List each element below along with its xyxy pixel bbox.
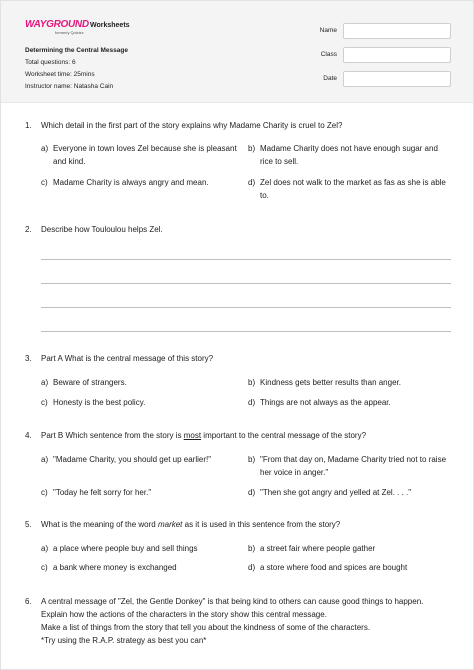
option-3c[interactable]: c) Honesty is the best policy. xyxy=(41,398,146,407)
question-number: 2. xyxy=(25,225,32,234)
option-1b[interactable]: b) Madame Charity does not have enough sugar and rice to sell. xyxy=(248,144,438,166)
question-text: Describe how Touloulou helps Zel. xyxy=(41,225,163,234)
total-questions: Total questions: 6 xyxy=(25,59,76,66)
class-label: Class xyxy=(320,51,337,58)
option-5d[interactable]: d) a store where food and spices are bought xyxy=(248,563,408,572)
option-4c[interactable]: c) "Today he felt sorry for her." xyxy=(41,488,152,497)
option-3d[interactable]: d) Things are not always as the appear. xyxy=(248,398,391,407)
date-label: Date xyxy=(323,75,337,82)
section-label: Worksheets xyxy=(90,22,130,29)
wayground-logo-icon: WAYGROUND xyxy=(25,19,89,30)
logo-subtitle: formerly Quizizz xyxy=(55,30,84,35)
option-4a[interactable]: a) "Madame Charity, you should get up earlier!" xyxy=(41,455,212,464)
answer-line[interactable] xyxy=(41,259,451,260)
worksheet-title: Determining the Central Message xyxy=(25,47,128,54)
question-number: 3. xyxy=(25,354,32,363)
question-number: 6. xyxy=(25,597,32,606)
answer-line[interactable] xyxy=(41,307,451,308)
question-text: A central message of "Zel, the Gentle Donkey" is that being kind to others can cause good things to happen. Explain how the actions of the characters in the story show this central message. Make a list of things from the story that tell you about the kindness of some of the characters. *Try using the R.A.P. strategy as best you can* xyxy=(41,597,424,645)
question-number: 5. xyxy=(25,520,32,529)
class-field[interactable] xyxy=(343,47,451,63)
option-1d[interactable]: d) Zel does not walk to the market as fas as she is able to. xyxy=(248,178,446,200)
option-5c[interactable]: c) a bank where money is exchanged xyxy=(41,563,177,572)
question-number: 4. xyxy=(25,431,32,440)
answer-line[interactable] xyxy=(41,331,451,332)
answer-line[interactable] xyxy=(41,283,451,284)
worksheet-time: Worksheet time: 25mins xyxy=(25,71,95,78)
name-field[interactable] xyxy=(343,23,451,39)
option-1c[interactable]: c) Madame Charity is always angry and mean. xyxy=(41,178,209,187)
option-1a[interactable]: a) Everyone in town loves Zel because she is pleasant and kind. xyxy=(41,144,237,166)
question-text: What is the meaning of the word market as it is used in this sentence from the story? xyxy=(41,520,341,529)
name-label: Name xyxy=(319,27,337,34)
emphasis-word: most xyxy=(183,431,202,440)
date-field[interactable] xyxy=(343,71,451,87)
option-4d[interactable]: d) "Then she got angry and yelled at Zel. . . ." xyxy=(248,488,412,497)
option-5a[interactable]: a) a place where people buy and sell things xyxy=(41,544,198,553)
worksheet-header xyxy=(1,1,473,103)
emphasis-word: market xyxy=(157,520,183,529)
question-text: Part B Which sentence from the story is most important to the central message of the story? xyxy=(41,431,367,440)
worksheet-meta xyxy=(25,45,128,93)
option-3a[interactable]: a) Beware of strangers. xyxy=(41,378,127,387)
instructor-name: Instructor name: Natasha Cain xyxy=(25,83,114,90)
option-4b[interactable]: b) "From that day on, Madame Charity tried not to raise her voice in anger." xyxy=(248,455,447,477)
question-text: Which detail in the first part of the story explains why Madame Charity is cruel to Zel? xyxy=(41,121,343,130)
question-number: 1. xyxy=(25,121,32,130)
question-text: Part A What is the central message of this story? xyxy=(41,354,214,363)
option-5b[interactable]: b) a street fair where people gather xyxy=(248,544,376,553)
option-3b[interactable]: b) Kindness gets better results than anger. xyxy=(248,378,401,387)
